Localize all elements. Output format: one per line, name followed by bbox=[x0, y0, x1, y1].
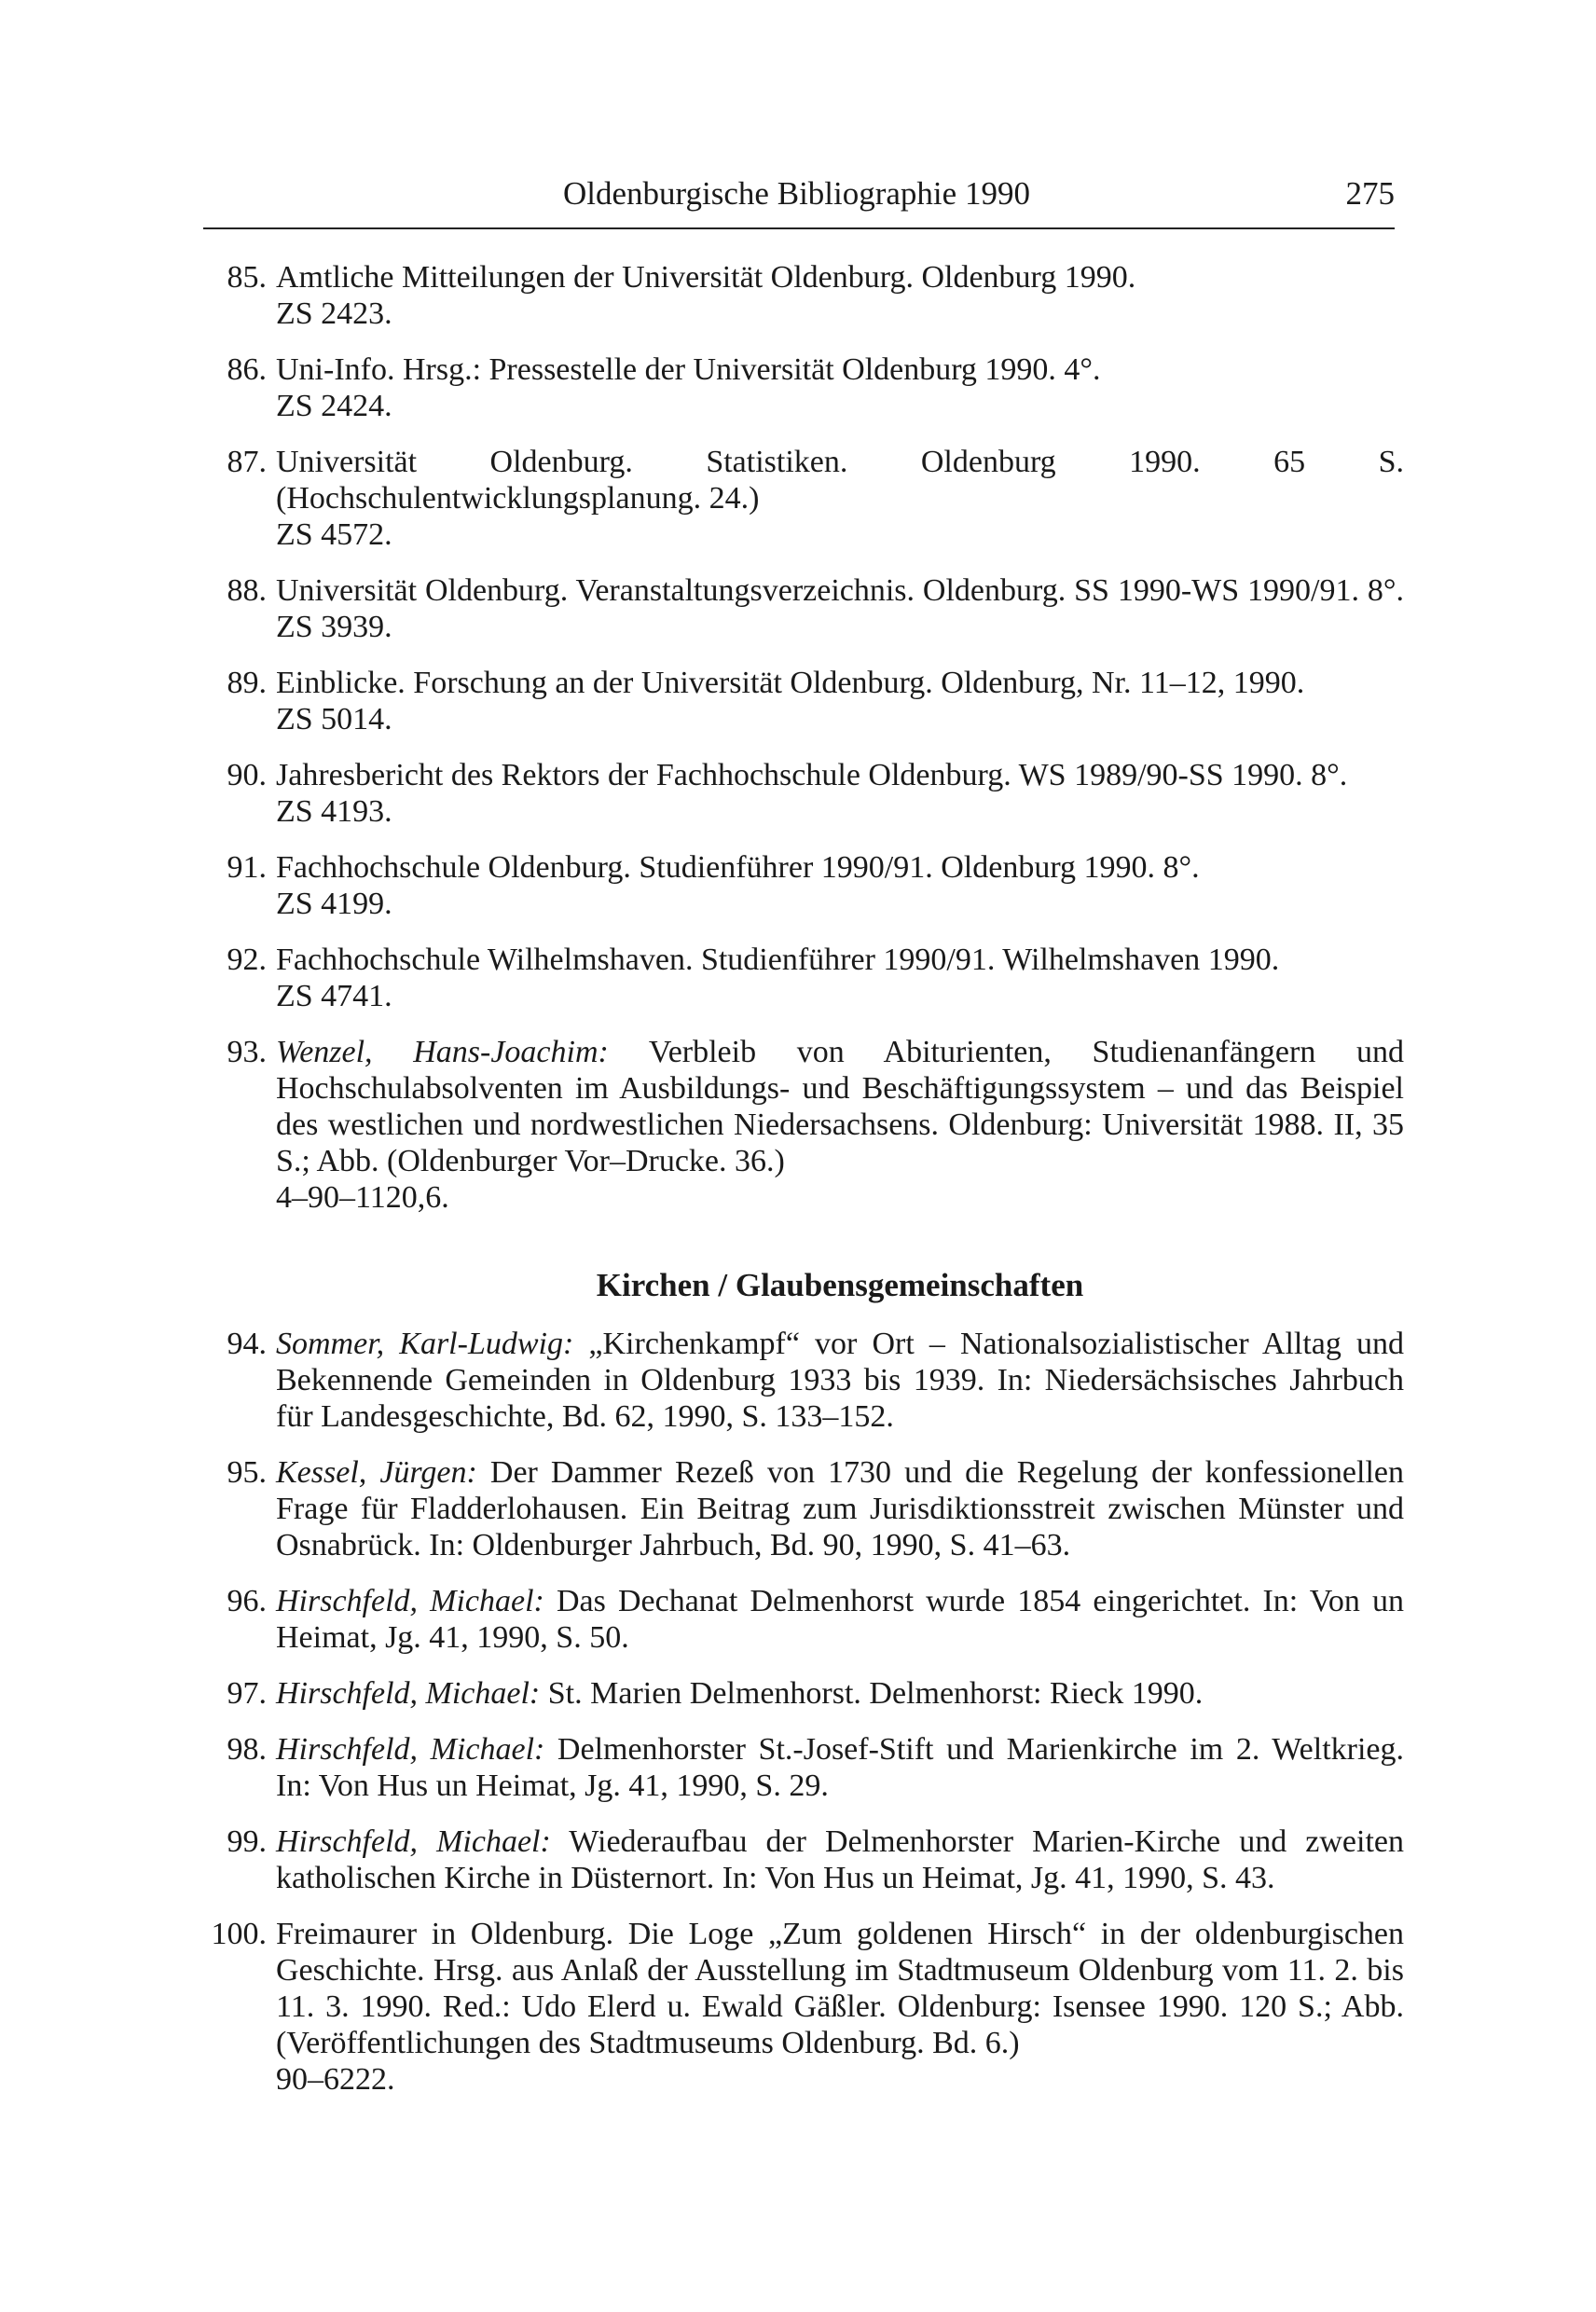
entry-number: 95. bbox=[227, 1455, 267, 1490]
entry-number: 88. bbox=[227, 573, 267, 608]
entry-signature: ZS 5014. bbox=[276, 702, 392, 736]
page-number: 275 bbox=[1345, 175, 1395, 212]
entry-number: 90. bbox=[227, 758, 267, 792]
entry-92 bbox=[196, 942, 1404, 1014]
entry-author: Sommer, Karl-Ludwig: bbox=[276, 1327, 574, 1361]
entry-text: Fachhochschule Wilhelmshaven. Studienführer 1990/91. Wilhelmshaven 1990. bbox=[276, 943, 1280, 977]
entry-author: Kessel, Jürgen: bbox=[276, 1455, 477, 1490]
entry-text: Delmenhorster St.-Josef-Stift und Marienkirche im 2. Weltkrieg. In: Von Hus un Heimat, Jg. 41, 1990, S. 29. bbox=[276, 1732, 1404, 1803]
entry-signature: ZS 4193. bbox=[276, 794, 392, 829]
entry-signature: 90–6222. bbox=[276, 2062, 395, 2097]
entry-90 bbox=[196, 757, 1404, 830]
entry-89 bbox=[196, 665, 1404, 737]
entry-number: 99. bbox=[227, 1824, 267, 1859]
entry-97 bbox=[196, 1675, 1404, 1712]
entry-author: Hirschfeld, Michael: bbox=[276, 1584, 544, 1618]
entry-number: 92. bbox=[227, 943, 267, 977]
entry-text: Jahresbericht des Rektors der Fachhochschule Oldenburg. WS 1989/90-SS 1990. 8°. bbox=[276, 758, 1348, 792]
running-header bbox=[203, 173, 1395, 229]
entry-text: „Kirchenkampf“ vor Ort – Nationalsozialistischer Alltag und Bekennende Gemeinden in Oldenburg 1933 bis 1939. In: Niedersächsisches Jahrbuch für Landesgeschichte, Bd. 62, 1990, S. 133–152. bbox=[276, 1327, 1404, 1434]
bibliography-entries bbox=[196, 259, 1404, 2117]
entry-96 bbox=[196, 1583, 1404, 1656]
entry-text: Freimaurer in Oldenburg. Die Loge „Zum goldenen Hirsch“ in der oldenburgischen Geschichte. Hrsg. aus Anlaß der Ausstellung im Stadtmuseum Oldenburg vom 11. 2. bis 11. 3. 1990. Red.: Udo Elerd u. Ewald Gäßler. Oldenburg: Isensee 1990. 120 S.; Abb. (Veröffentlichungen des Stadtmuseums Oldenburg. Bd. 6.) bbox=[276, 1917, 1404, 2060]
entry-number: 94. bbox=[227, 1327, 267, 1361]
entry-95 bbox=[196, 1454, 1404, 1563]
entry-94 bbox=[196, 1326, 1404, 1435]
entry-number: 93. bbox=[227, 1035, 267, 1069]
entry-87 bbox=[196, 444, 1404, 553]
entry-author: Wenzel, Hans-Joachim: bbox=[276, 1035, 609, 1069]
entry-93 bbox=[196, 1034, 1404, 1216]
header-title: Oldenburgische Bibliographie 1990 bbox=[563, 175, 1030, 212]
entry-number: 100. bbox=[211, 1917, 267, 1951]
entry-number: 86. bbox=[227, 352, 267, 387]
entry-text: Der Dammer Rezeß von 1730 und die Regelung der konfessionellen Frage für Fladderlohausen. Ein Beitrag zum Jurisdiktionsstreit zwischen Münster und Osnabrück. In: Oldenburger Jahrbuch, Bd. 90, 1990, S. 41–63. bbox=[276, 1455, 1404, 1562]
entry-100 bbox=[196, 1916, 1404, 2098]
entry-text: St. Marien Delmenhorst. Delmenhorst: Rieck 1990. bbox=[547, 1676, 1204, 1711]
entry-text: Universität Oldenburg. Veranstaltungsverzeichnis. Oldenburg. SS 1990-WS 1990/91. 8°. ZS 3939. bbox=[276, 573, 1404, 644]
entry-86 bbox=[196, 351, 1404, 424]
entry-author: Hirschfeld, Michael: bbox=[276, 1824, 551, 1859]
entry-text: Universität Oldenburg. Statistiken. Oldenburg 1990. 65 S. (Hochschulentwicklungsplanung. 24.) bbox=[276, 445, 1404, 516]
entry-text: Fachhochschule Oldenburg. Studienführer 1990/91. Oldenburg 1990. 8°. bbox=[276, 850, 1200, 885]
entry-text: Amtliche Mitteilungen der Universität Oldenburg. Oldenburg 1990. bbox=[276, 260, 1136, 295]
entry-author: Hirschfeld, Michael: bbox=[276, 1676, 541, 1711]
entry-99 bbox=[196, 1823, 1404, 1896]
entry-number: 89. bbox=[227, 666, 267, 700]
section-heading: Kirchen / Glaubensgemeinschaften bbox=[596, 1267, 1084, 1303]
entry-text: Verbleib von Abiturienten, Studienanfängern und Hochschulabsolventen im Ausbildungs- und Beschäftigungssystem – und das Beispiel des westlichen und nordwestlichen Niedersachsens. Oldenburg: Universität 1988. II, 35 S.; Abb. (Oldenburger Vor–Drucke. 36.) bbox=[276, 1035, 1405, 1178]
entry-98 bbox=[196, 1731, 1404, 1804]
entry-88 bbox=[196, 572, 1404, 645]
entry-signature: ZS 4199. bbox=[276, 887, 392, 921]
entry-85 bbox=[196, 259, 1404, 332]
entry-author: Hirschfeld, Michael: bbox=[276, 1732, 545, 1767]
entry-signature: ZS 4572. bbox=[276, 517, 392, 552]
entry-signature: 4–90–1120,6. bbox=[276, 1180, 449, 1215]
entry-text: Wiederaufbau der Delmenhorster Marien-Kirche und zweiten katholischen Kirche in Düsternort. In: Von Hus un Heimat, Jg. 41, 1990, S. 43. bbox=[276, 1824, 1404, 1895]
entry-number: 98. bbox=[227, 1732, 267, 1767]
entry-number: 91. bbox=[227, 850, 267, 885]
entry-number: 87. bbox=[227, 445, 267, 479]
entry-text: Das Dechanat Delmenhorst wurde 1854 eingerichtet. In: Von un Heimat, Jg. 41, 1990, S. 50. bbox=[276, 1584, 1404, 1655]
entry-91 bbox=[196, 849, 1404, 922]
entry-signature: ZS 2424. bbox=[276, 389, 392, 423]
entry-text: Einblicke. Forschung an der Universität Oldenburg. Oldenburg, Nr. 11–12, 1990. bbox=[276, 666, 1305, 700]
entry-text: Uni-Info. Hrsg.: Pressestelle der Universität Oldenburg 1990. 4°. bbox=[276, 352, 1101, 387]
entry-number: 97. bbox=[227, 1676, 267, 1711]
entry-number: 96. bbox=[227, 1584, 267, 1618]
entry-number: 85. bbox=[227, 260, 267, 295]
entry-signature: ZS 2423. bbox=[276, 296, 392, 331]
entry-signature: ZS 4741. bbox=[276, 979, 392, 1013]
